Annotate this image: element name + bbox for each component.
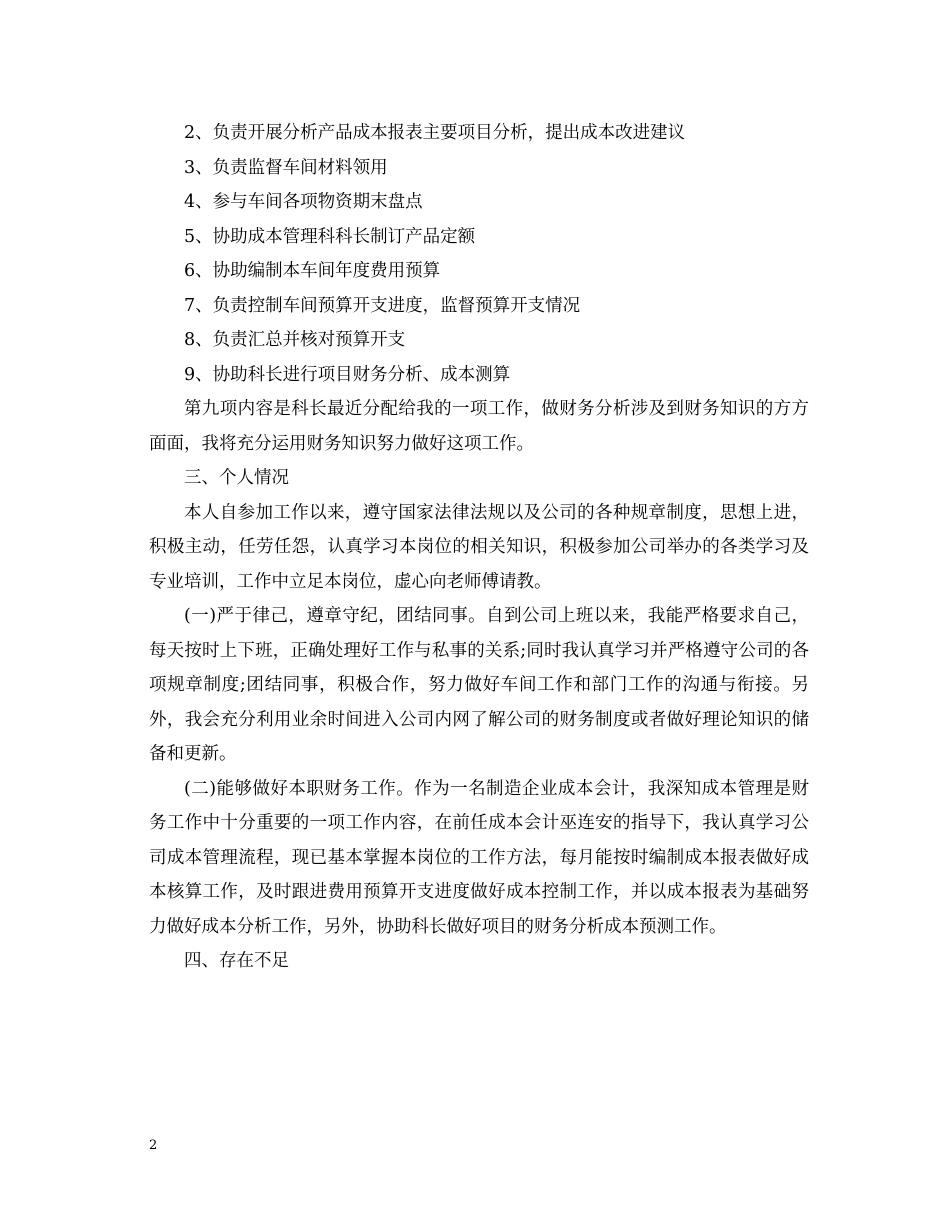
page-number: 2 bbox=[149, 1138, 158, 1153]
list-item: 5、协助成本管理科科长制订产品定额 bbox=[184, 226, 476, 247]
list-item: 9、协助科长进行项目财务分析、成本测算 bbox=[184, 364, 511, 385]
list-item: 7、负责控制车间预算开支进度，监督预算开支情况 bbox=[184, 295, 581, 316]
paragraph-ninth-item: 第九项内容是科长最近分配给我的一项工作，做财务分析涉及到财务知识的方方面面，我将充分运用财务知识努力做好这项工作。 bbox=[149, 399, 809, 454]
paragraph-finance: (二)能够做好本职财务工作。作为一名制造企业成本会计，我深知成本管理是财务工作中十分重要的一项工作内容，在前任成本会计巫连安的指导下，我认真学习公司成本管理流程，现已基本掌握本岗位的工作方法，每月能按时编制成本报表做好成本核算工作，及时跟进费用预算开支进度做好成本控制工作，并以成本报表为基础努力做好成本分析工作，另外，协助科长做好项目的财务分析成本预测工作。 bbox=[149, 778, 809, 937]
section-heading-shortcomings: 四、存在不足 bbox=[184, 951, 289, 971]
list-item: 6、协助编制本车间年度费用预算 bbox=[184, 261, 441, 281]
paragraph-discipline: (一)严于律己，遵章守纪，团结同事。自到公司上班以来，我能严格要求自己，每天按时上下班，正确处理好工作与私事的关系;同时我认真学习并严格遵守公司的各项规章制度;团结同事，积极合作，努力做好车间工作和部门工作的沟通与衔接。另外，我会充分利用业余时间进入公司内网了解公司的财务制度或者做好理论知识的储备和更新。 bbox=[149, 606, 809, 764]
list-item: 4、参与车间各项物资期末盘点 bbox=[184, 192, 423, 212]
paragraph-personal: 本人自参加工作以来，遵守国家法律法规以及公司的各种规章制度，思想上进，积极主动，任劳任怨，认真学习本岗位的相关知识，积极参加公司举办的各类学习及专业培训，工作中立足本岗位，虚心向老师傅请教。 bbox=[149, 502, 809, 592]
list-item: 3、负责监督车间材料领用 bbox=[184, 157, 388, 178]
list-item: 8、负责汇总并核对预算开支 bbox=[184, 330, 406, 350]
list-item: 2、负责开展分析产品成本报表主要项目分析，提出成本改进建议 bbox=[184, 123, 686, 143]
section-heading-personal: 三、个人情况 bbox=[184, 468, 289, 488]
document-body bbox=[149, 116, 809, 979]
